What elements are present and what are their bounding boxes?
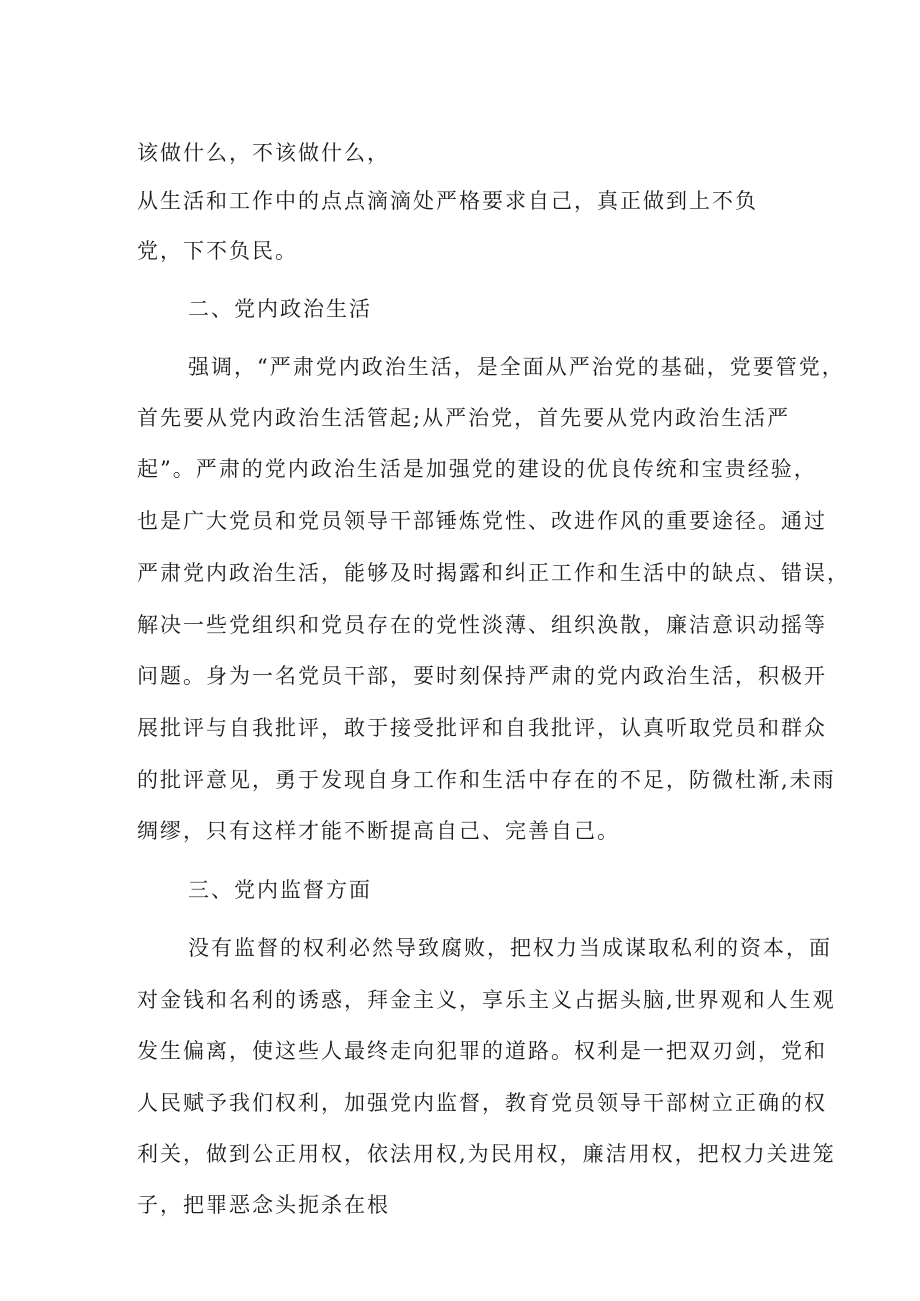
paragraph-line: 没有监督的权利必然导致腐败，把权力当成谋取私利的资本，面	[188, 936, 832, 960]
paragraph-line: 子，把罪恶念头扼杀在根	[137, 1193, 390, 1217]
paragraph-line: 展批评与自我批评，敢于接受批评和自我批评，认真听取党员和群众	[137, 716, 827, 740]
section-heading: 二、党内政治生活	[188, 297, 372, 321]
paragraph-line: 的批评意见，勇于发现自身工作和生活中存在的不足，防微杜渐,未雨	[137, 768, 836, 792]
section-heading: 三、党内监督方面	[188, 878, 372, 902]
paragraph-line: 严肃党内政治生活，能够及时揭露和纠正工作和生活中的缺点、错误，	[137, 561, 850, 585]
paragraph-line: 绸缪，只有这样才能不断提高自己、完善自己。	[137, 819, 620, 843]
paragraph-line: 发生偏离，使这些人最终走向犯罪的道路。权利是一把双刃剑，党和	[137, 1039, 827, 1063]
paragraph-line: 强调，“严肃党内政治生活，是全面从严治党的基础，党要管党，	[188, 355, 845, 379]
paragraph-line: 从生活和工作中的点点滴滴处严格要求自己，真正做到上不负	[137, 189, 758, 213]
paragraph-line: 也是广大党员和党员领导干部锤炼党性、改进作风的重要途径。通过	[137, 509, 827, 533]
paragraph-line: 利关，做到公正用权，依法用权,为民用权，廉洁用权，把权力关进笼	[137, 1142, 836, 1166]
paragraph-line: 党，下不负民。	[137, 239, 298, 263]
paragraph-line: 首先要从党内政治生活管起;从严治党，首先要从党内政治生活严	[137, 406, 791, 430]
paragraph-line: 解决一些党组织和党员存在的党性淡薄、组织涣散，廉洁意识动摇等	[137, 613, 827, 637]
paragraph-line: 问题。身为一名党员干部，要时刻保持严肃的党内政治生活，积极开	[137, 664, 827, 688]
paragraph-line: 对金钱和名利的诱惑，拜金主义，享乐主义占据头脑,世界观和人生观	[137, 988, 836, 1012]
paragraph-line: 起”。严肃的党内政治生活是加强党的建设的优良传统和宝贵经验，	[137, 457, 817, 481]
paragraph-line: 人民赋予我们权利，加强党内监督，教育党员领导干部树立正确的权	[137, 1091, 827, 1115]
paragraph-line: 该做什么，不该做什么，	[137, 141, 390, 165]
